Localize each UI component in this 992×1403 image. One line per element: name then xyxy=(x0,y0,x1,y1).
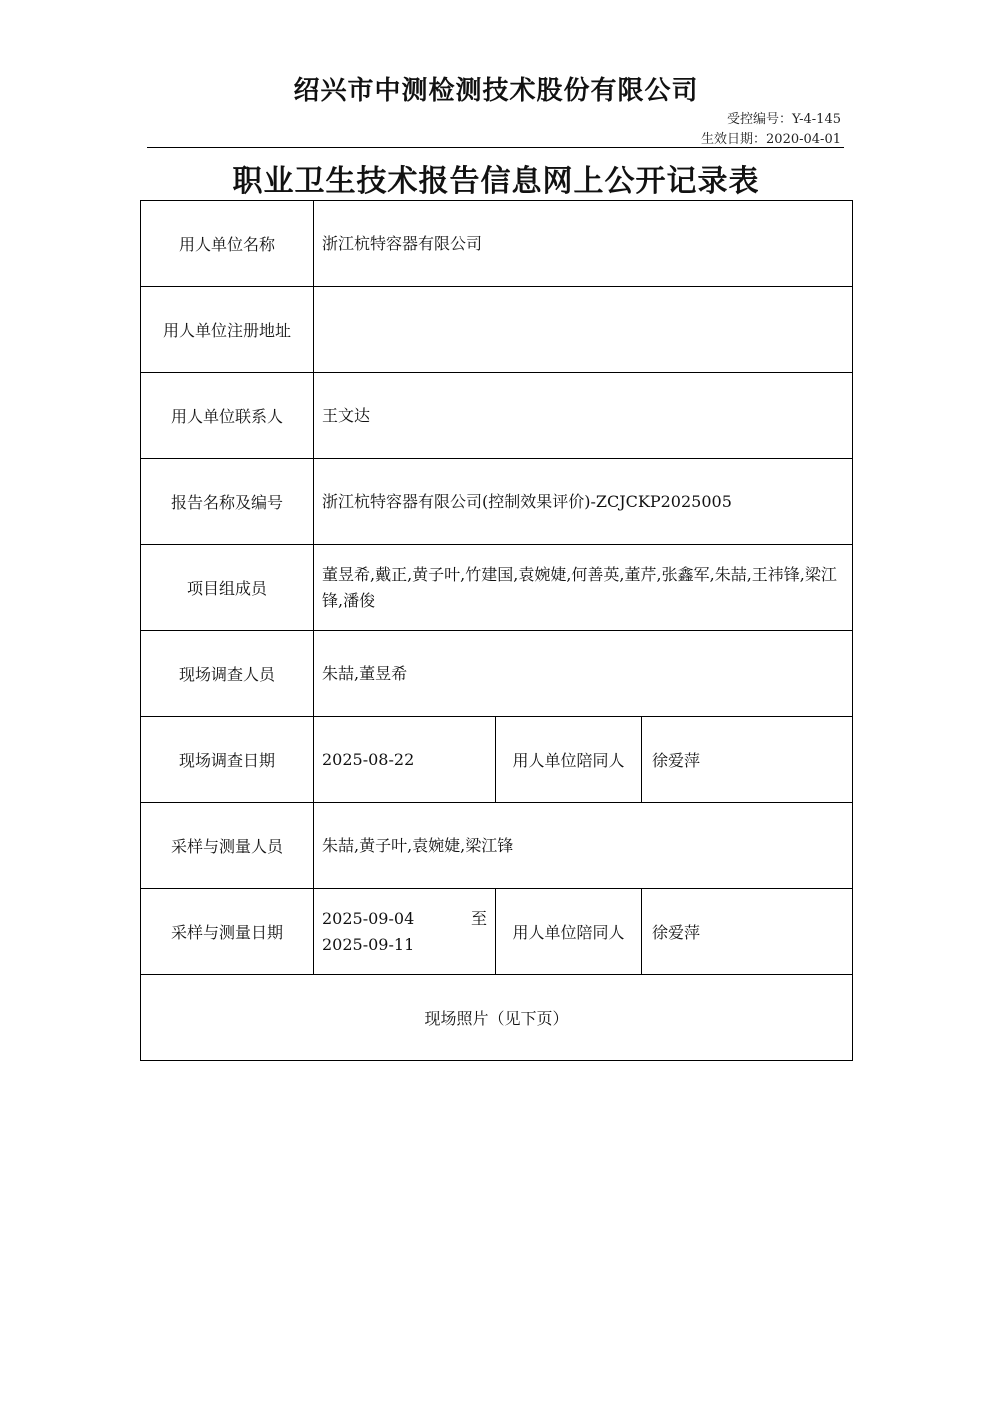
row-survey-date xyxy=(141,717,853,803)
row-sampling-staff xyxy=(141,803,853,889)
value-sampling-date xyxy=(314,889,496,975)
row-report xyxy=(141,459,853,545)
sampling-date-range xyxy=(322,906,487,958)
row-employer-address xyxy=(141,287,853,373)
row-employer-name xyxy=(141,201,853,287)
value-members: 董昱希,戴正,黄子叶,竹建国,袁婉婕,何善英,董芹,张鑫军,朱喆,王祎锋,梁江锋,潘俊 xyxy=(314,545,853,631)
label-employer-name: 用人单位名称 xyxy=(141,201,314,287)
row-photos xyxy=(141,975,853,1061)
company-name: 绍兴市中测检测技术股份有限公司 xyxy=(293,76,699,106)
value-survey-date: 2025-08-22 xyxy=(314,717,496,803)
value-sampling-staff: 朱喆,黄子叶,袁婉婕,梁江锋 xyxy=(314,803,853,889)
value-report: 浙江杭特容器有限公司(控制效果评价)-ZCJCKP2025005 xyxy=(314,459,853,545)
record-table xyxy=(140,200,853,1061)
sampling-end-date: 2025-09-11 xyxy=(322,934,415,954)
label-survey-date: 现场调查日期 xyxy=(141,717,314,803)
value-sampling-escort: 徐爱萍 xyxy=(642,889,853,975)
row-members xyxy=(141,545,853,631)
row-survey-staff xyxy=(141,631,853,717)
label-sampling-date: 采样与测量日期 xyxy=(141,889,314,975)
sampling-date-to: 至 xyxy=(470,908,487,928)
label-employer-contact: 用人单位联系人 xyxy=(141,373,314,459)
value-employer-contact: 王文达 xyxy=(314,373,853,459)
row-sampling-date xyxy=(141,889,853,975)
label-sampling-escort: 用人单位陪同人 xyxy=(496,889,642,975)
sampling-start-date: 2025-09-04 xyxy=(322,908,415,928)
label-survey-staff: 现场调查人员 xyxy=(141,631,314,717)
effective-date: 生效日期：2020-04-01 xyxy=(701,132,841,147)
value-employer-name: 浙江杭特容器有限公司 xyxy=(314,201,853,287)
control-number: 受控编号：Y-4-145 xyxy=(726,112,841,127)
header-divider xyxy=(147,147,844,148)
label-members: 项目组成员 xyxy=(141,545,314,631)
photos-note: 现场照片（见下页） xyxy=(141,975,853,1061)
value-employer-address xyxy=(314,287,853,373)
label-sampling-staff: 采样与测量人员 xyxy=(141,803,314,889)
row-employer-contact xyxy=(141,373,853,459)
value-survey-escort: 徐爱萍 xyxy=(642,717,853,803)
label-survey-escort: 用人单位陪同人 xyxy=(496,717,642,803)
value-survey-staff: 朱喆,董昱希 xyxy=(314,631,853,717)
page-title: 职业卫生技术报告信息网上公开记录表 xyxy=(232,164,760,199)
label-report: 报告名称及编号 xyxy=(141,459,314,545)
label-employer-address: 用人单位注册地址 xyxy=(141,287,314,373)
